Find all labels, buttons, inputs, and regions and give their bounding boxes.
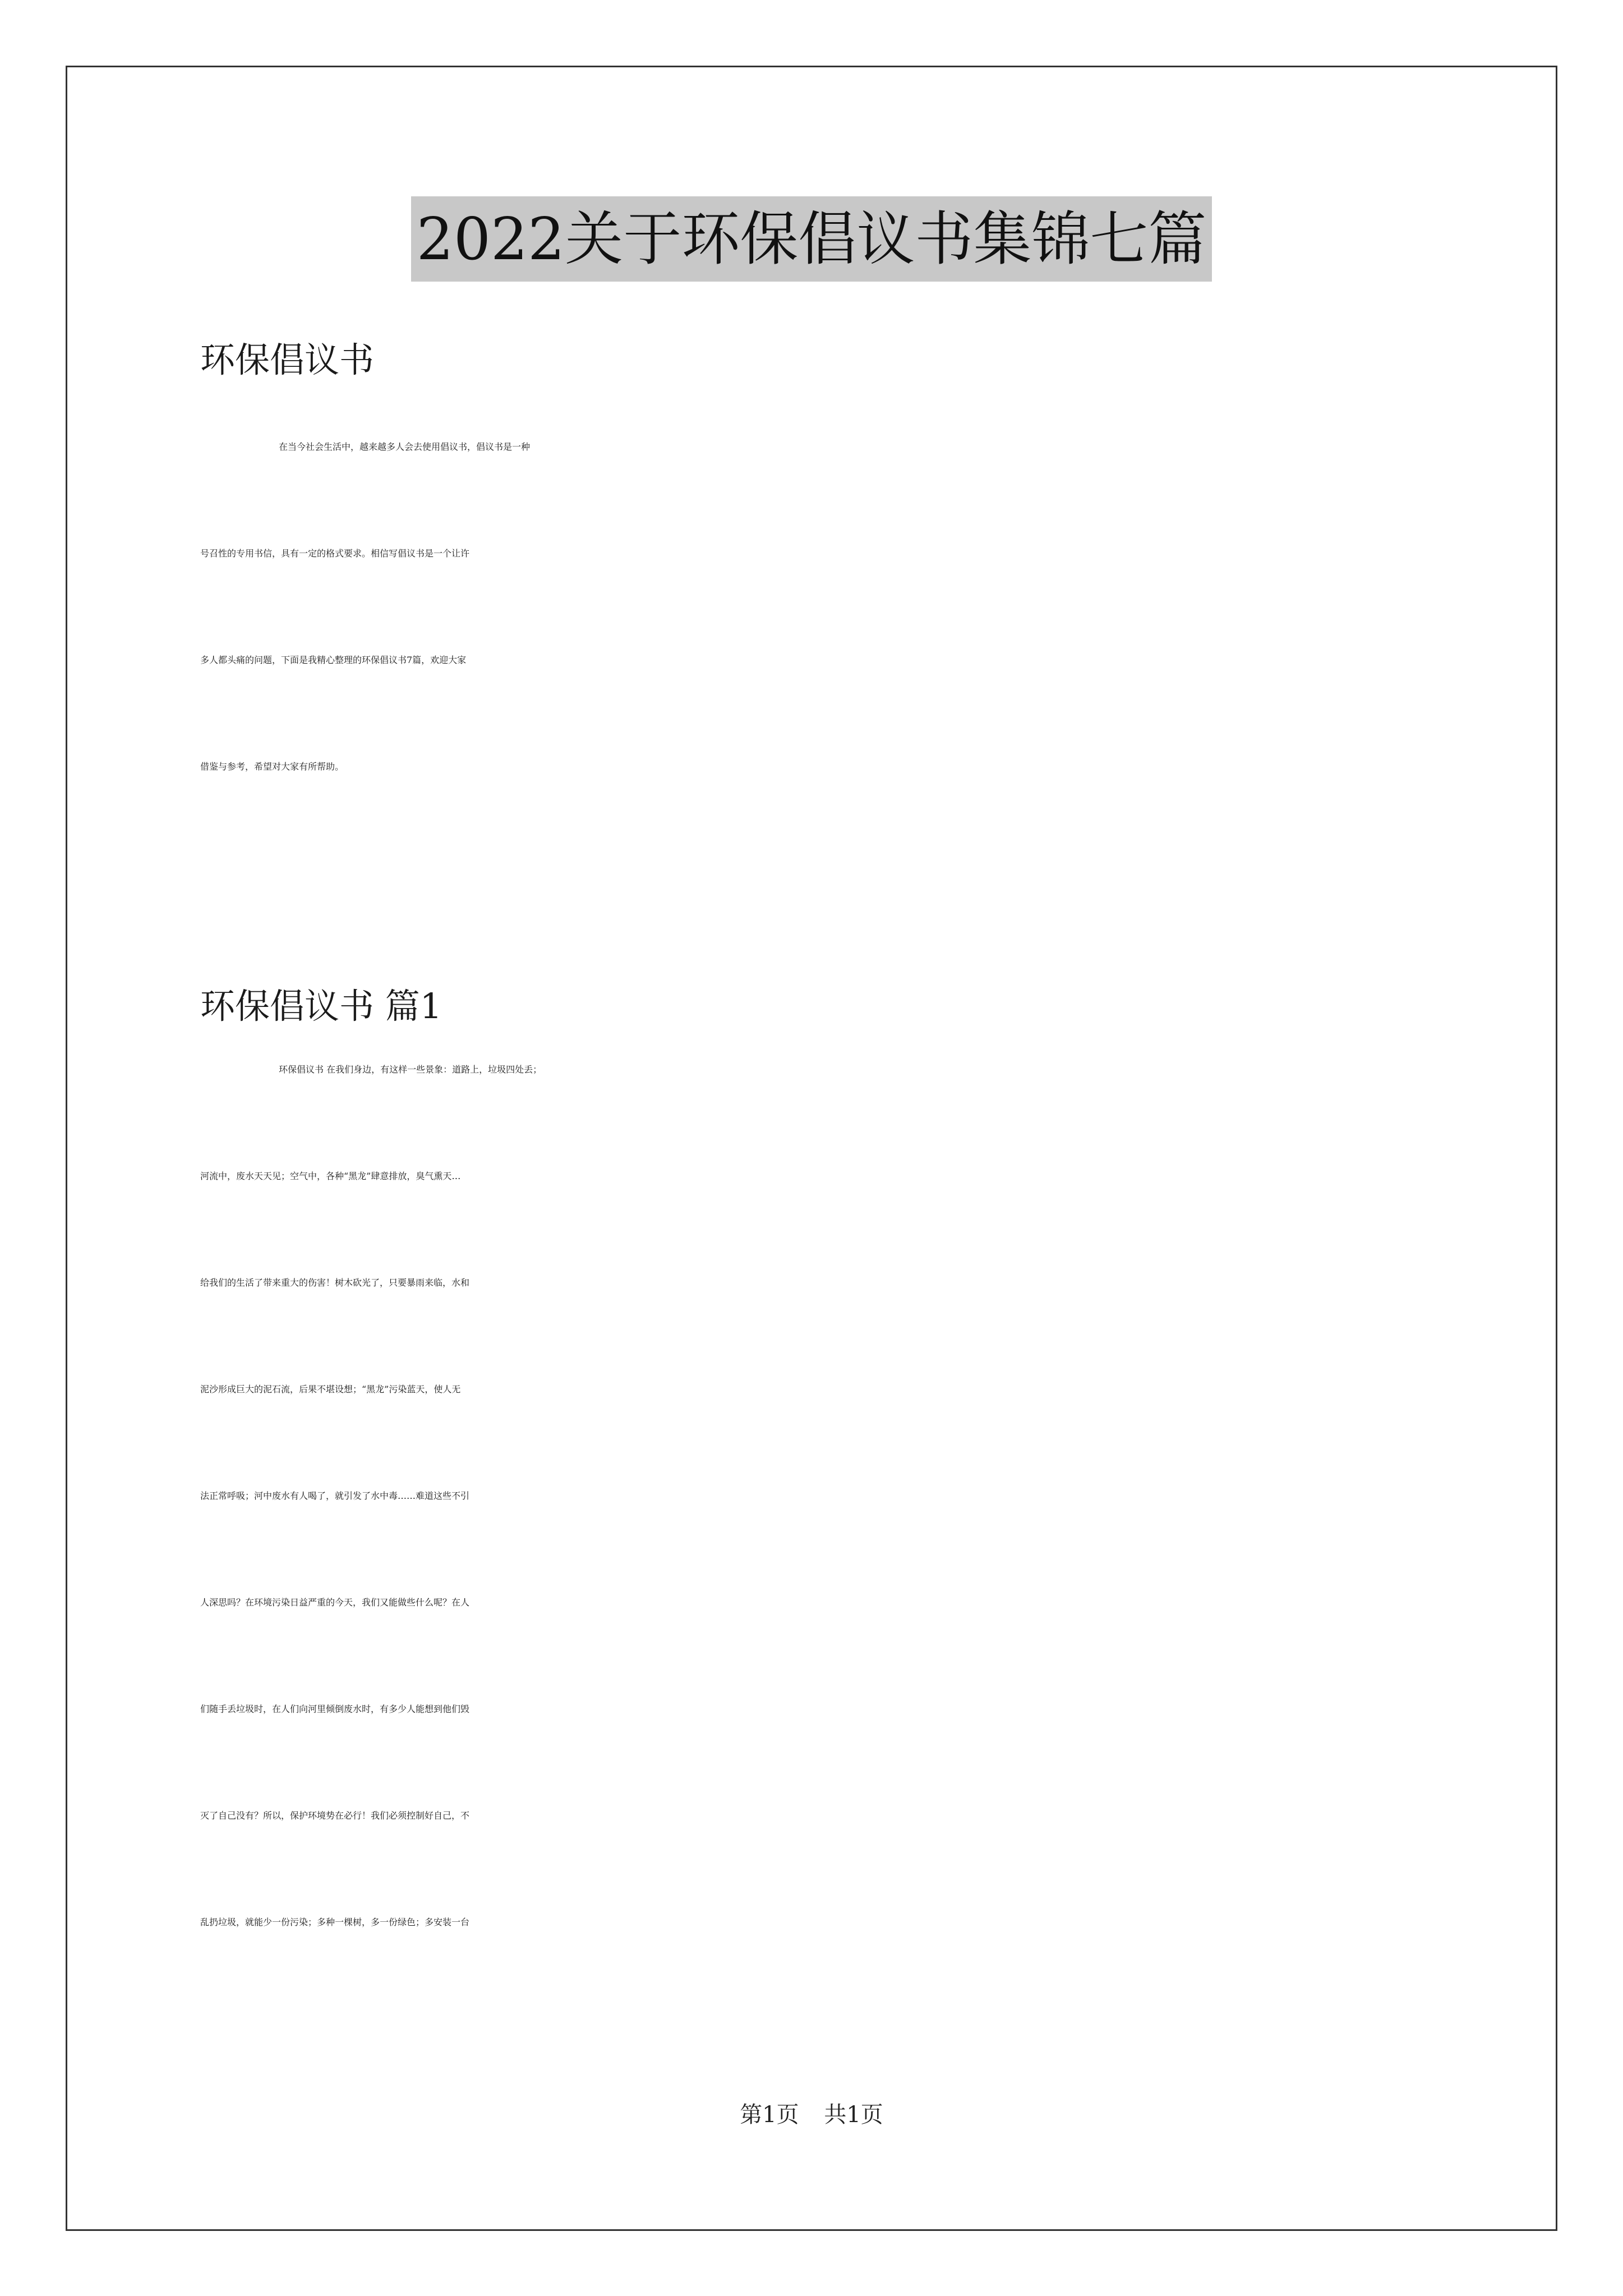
section-line: 灭了自己没有？所以，保护环境势在必行！我们必须控制好自己，不 bbox=[200, 1810, 470, 1821]
section-line: 人深思吗？在环境污染日益严重的今天，我们又能做些什么呢？在人 bbox=[200, 1597, 470, 1608]
page-number: 第1页 bbox=[740, 2102, 799, 2128]
intro-line: 借鉴与参考，希望对大家有所帮助。 bbox=[200, 761, 344, 772]
page-footer bbox=[0, 2098, 1623, 2132]
section-line: 给我们的生活了带来重大的伤害！树木砍光了，只要暴雨来临，水和 bbox=[200, 1277, 470, 1288]
document-title: 2022关于环保倡议书集锦七篇 bbox=[411, 196, 1212, 282]
page-total: 共1页 bbox=[824, 2102, 883, 2128]
title-container bbox=[0, 196, 1623, 282]
intro-line: 号召性的专用书信，具有一定的格式要求。相信写倡议书是一个让许 bbox=[200, 548, 470, 559]
section-heading: 环保倡议书 篇1 bbox=[200, 986, 442, 1027]
intro-heading: 环保倡议书 bbox=[200, 339, 375, 380]
section-line: 环保倡议书 在我们身边，有这样一些景象：道路上，垃圾四处丢； bbox=[279, 1064, 542, 1075]
section-paragraph bbox=[200, 1062, 1434, 2022]
intro-line: 在当今社会生活中，越来越多人会去使用倡议书，倡议书是一种 bbox=[279, 441, 531, 452]
section-line: 法正常呼吸；河中废水有人喝了，就引发了水中毒……难道这些不引 bbox=[200, 1490, 470, 1501]
section-line: 河流中，废水天天见；空气中，各种“黑龙”肆意排放，臭气熏天… bbox=[200, 1171, 461, 1181]
intro-paragraph bbox=[200, 440, 1434, 866]
section-line: 泥沙形成巨大的泥石流，后果不堪设想；“黑龙”污染蓝天，使人无 bbox=[200, 1384, 461, 1395]
intro-line: 多人都头痛的问题，下面是我精心整理的环保倡议书7篇，欢迎大家 bbox=[200, 655, 467, 665]
document-body bbox=[200, 303, 1434, 2022]
section-line: 乱扔垃圾，就能少一份污染；多种一棵树，多一份绿色；多安装一台 bbox=[200, 1917, 470, 1927]
section-line: 们随手丢垃圾时，在人们向河里倾倒废水时，有多少人能想到他们毁 bbox=[200, 1704, 470, 1714]
section-gap bbox=[200, 866, 1434, 978]
